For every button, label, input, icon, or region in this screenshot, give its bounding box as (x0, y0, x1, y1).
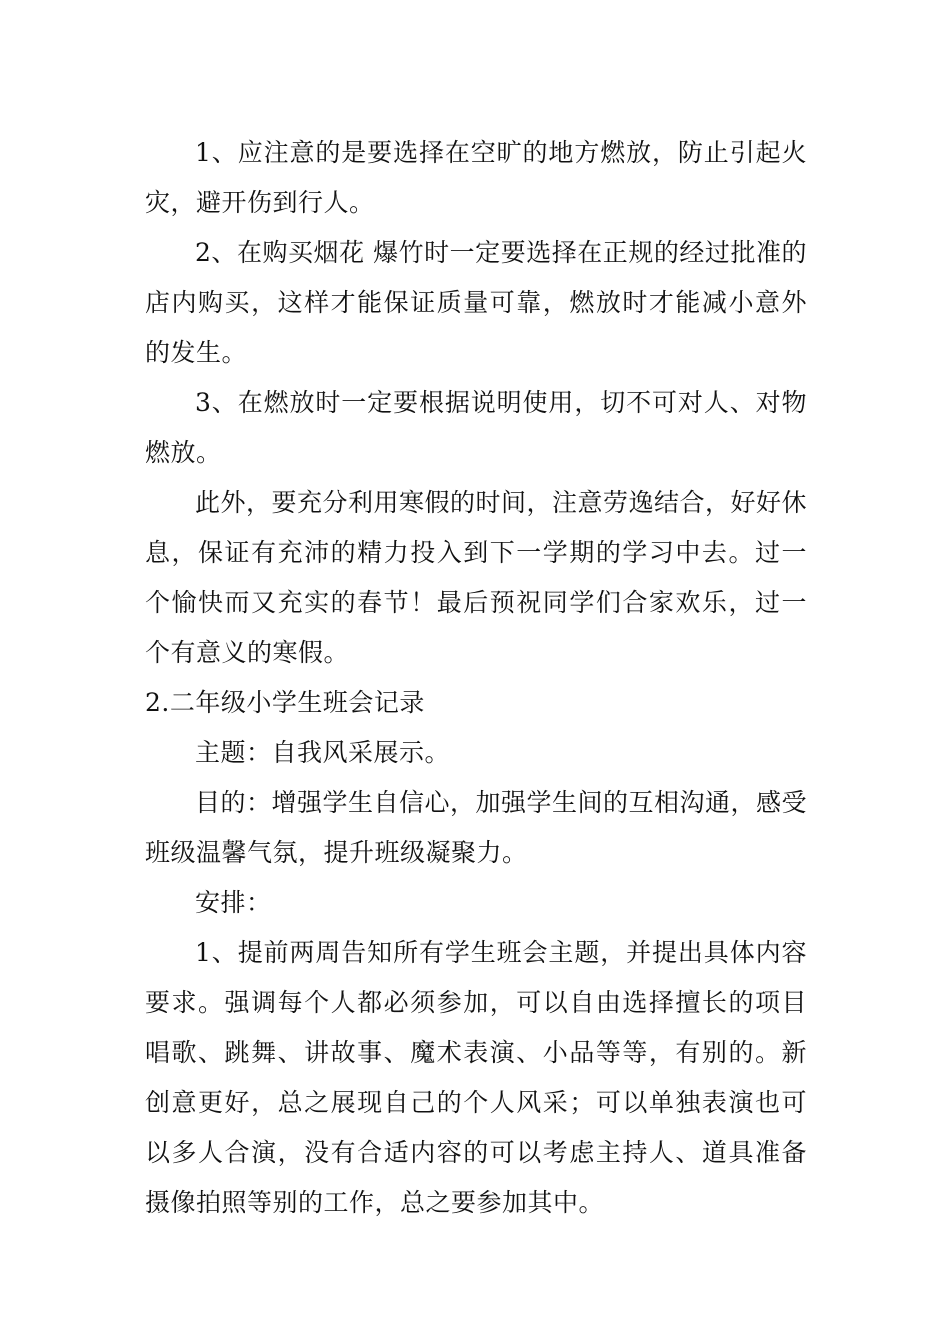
document-body (145, 128, 807, 1228)
section-heading: 2.二年级小学生班会记录 (145, 688, 425, 717)
paragraph-winter-break-wishes: 此外，要充分利用寒假的时间，注意劳逸结合，好好休息，保证有充沛的精力投入到下一学期的学习中去。过一个愉快而又充实的春节！最后预祝同学们合家欢乐，过一个有意义的寒假。 (145, 488, 808, 667)
paragraph-safety-usage: 3、在燃放时一定要根据说明使用，切不可对人、对物燃放。 (145, 388, 807, 467)
paragraph-arrangement-label: 安排： (195, 888, 272, 917)
paragraph-safety-purchase: 2、在购买烟花 爆竹时一定要选择在正规的经过批准的店内购买，这样才能保证质量可靠，燃放时才能减小意外的发生。 (145, 238, 807, 367)
paragraph-arrangement-item-1: 1、提前两周告知所有学生班会主题，并提出具体内容要求。强调每个人都必须参加，可以自由选择擅长的项目唱歌、跳舞、讲故事、魔术表演、小品等等，有别的。新创意更好，总之展现自己的个人风采；可以单独表演也可以多人合演，没有合适内容的可以考虑主持人、道具准备摄像拍照等别的工作，总之要参加其中。 (145, 938, 807, 1217)
paragraph-theme: 主题：自我风采展示。 (195, 738, 451, 767)
paragraph-purpose: 目的：增强学生自信心，加强学生间的互相沟通，感受班级温馨气氛，提升班级凝聚力。 (145, 788, 808, 867)
paragraph-safety-location: 1、应注意的是要选择在空旷的地方燃放，防止引起火灾，避开伤到行人。 (145, 138, 807, 217)
